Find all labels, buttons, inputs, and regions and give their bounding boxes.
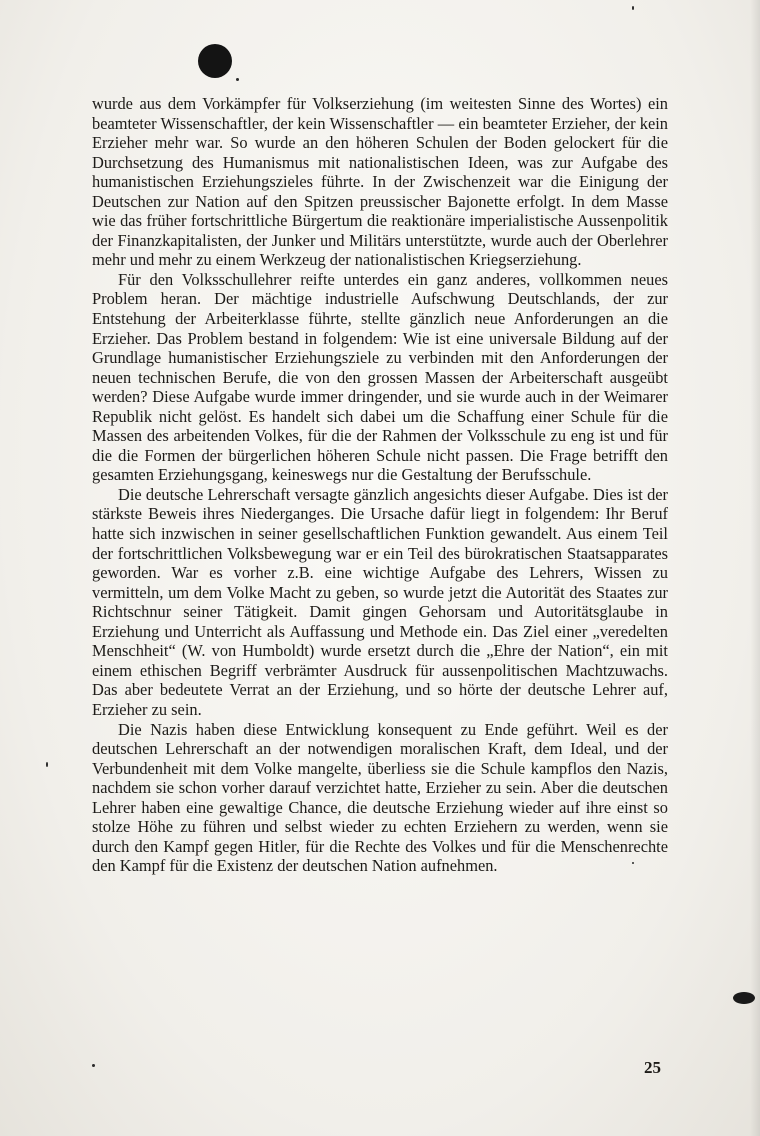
punch-hole (198, 44, 232, 78)
page-edge-shadow (750, 0, 760, 1136)
speck (46, 762, 48, 767)
paragraph: wurde aus dem Vorkämpfer für Volkserziehung (im weitesten Sinne des Wortes) ein beamteter Wissenschaftler, der kein Wissenschaftler — ein beamteter Erzieher, der kein Erzieher mehr war. So wurde an den höheren Schulen der Boden gelockert für die Durchsetzung des Humanismus mit nationalistischen Ideen, was zur Aufgabe des humanistischen Erziehungszieles führte. In der Zwischenzeit war die Einigung der Deutschen zur Nation auf den Spitzen preussischer Bajonette erfolgt. In dem Masse wie das früher fortschrittliche Bürgertum die reaktionäre imperialistische Aussenpolitik der Finanzkapitalisten, der Junker und Militärs unterstützte, wurde auch der Oberlehrer mehr und mehr zu einem Werkzeug der nationalistischen Kriegserziehung. (92, 94, 668, 270)
speck (632, 6, 634, 10)
ink-blot (733, 992, 755, 1004)
body-text (92, 94, 668, 876)
paragraph: Die deutsche Lehrerschaft versagte gänzlich angesichts dieser Aufgabe. Dies ist der stärkste Beweis ihres Niederganges. Die Ursache dafür liegt in folgendem: Ihr Beruf hatte sich inzwischen in seiner gesellschaftlichen Funktion gewandelt. Aus einem Teil der fortschrittlichen Volksbewegung war er ein Teil des bürokratischen Staatsapparates geworden. War es vorher z.B. eine wichtige Aufgabe des Lehrers, Wissen zu vermitteln, um dem Volke Macht zu geben, so wurde jetzt die Autorität des Staates zur Richtschnur seiner Tätigkeit. Damit gingen Gehorsam und Autoritätsglaube in Erziehung und Unterricht als Auffassung und Methode ein. Das Ziel einer „veredelten Menschheit“ (W. von Humboldt) wurde ersetzt durch die „Ehre der Nation“, ein mit einem ethischen Begriff verbrämter Ausdruck für aussenpolitischen Machtzuwachs. Das aber bedeutete Verrat an der Erziehung, und so hörte der deutsche Lehrer auf, Erzieher zu sein. (92, 484, 668, 719)
paragraph: Für den Volksschullehrer reifte unterdes ein ganz anderes, vollkommen neues Problem heran. Der mächtige industrielle Aufschwung Deutschlands, der zur Entstehung der Arbeiterklasse führte, stellte gänzlich neue Anforderungen an die Erzieher. Das Problem bestand in folgendem: Wie ist eine universale Bildung auf der Grundlage humanistischer Erziehungsziele zu verbinden mit den Anforderungen der neuen technischen Berufe, die von den grossen Massen der Arbeiterschaft ausgeübt werden? Diese Aufgabe wurde immer dringender, und sie wurde auch in der Weimarer Republik nicht gelöst. Es handelt sich dabei um die Schaffung einer Schule für die Massen des arbeitenden Volkes, für die der Rahmen der Volksschule zu eng ist und für die die Formen der bürgerlichen höheren Schule nicht passen. Die Frage betrifft den gesamten Erziehungsgang, keineswegs nur die Gestaltung der Berufsschule. (92, 269, 668, 485)
speck (236, 78, 239, 81)
paragraph: Die Nazis haben diese Entwicklung konsequent zu Ende geführt. Weil es der deutschen Lehrerschaft an der notwendigen moralischen Kraft, dem Ideal, und der Verbundenheit mit dem Volke mangelte, überliess sie die Schule kampflos den Nazis, nachdem sie schon vorher darauf verzichtet hatte, Erzieher zu sein. Aber die deutschen Lehrer haben eine gewaltige Chance, die deutsche Erziehung wieder auf ihre einst so stolze Höhe zu führen und selbst wieder zu echten Erziehern zu werden, wenn sie durch den Kampf gegen Hitler, für die Rechte des Volkes und für die Menschenrechte den Kampf für die Existenz der deutschen Nation aufnehmen. (92, 719, 668, 876)
speck (92, 1064, 95, 1067)
page-number: 25 (644, 1058, 661, 1077)
